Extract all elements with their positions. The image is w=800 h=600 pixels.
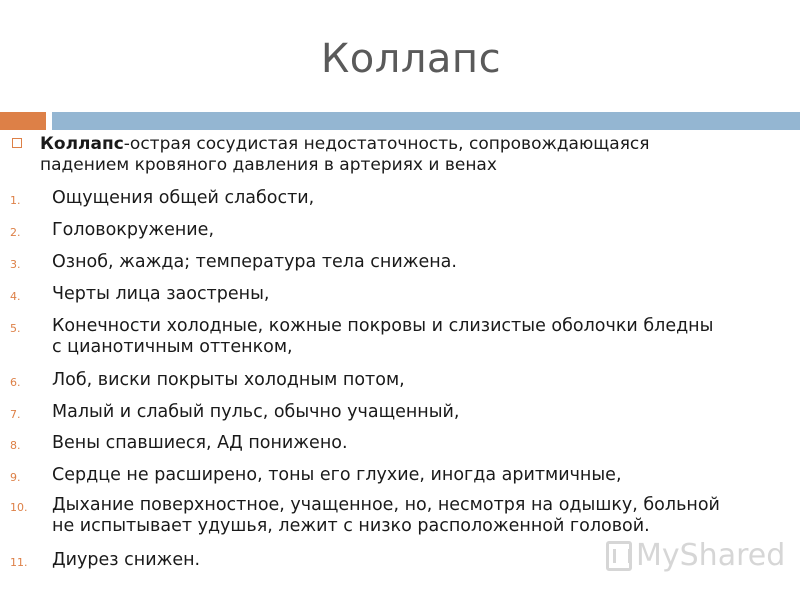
slide-title: Коллапс (320, 36, 502, 82)
list-item-number: 7. (10, 408, 21, 421)
watermark (606, 538, 785, 573)
list-item-text: Малый и слабый пульс, обычно учащенный, (52, 402, 460, 422)
accent-bar-orange (0, 112, 46, 130)
list-item-text-line2: не испытывает удушья, лежит с низко расположенной головой. (52, 516, 650, 536)
list-item-text: Лоб, виски покрыты холодным потом, (52, 370, 405, 390)
list-item-number: 9. (10, 471, 21, 484)
list-item-number: 11. (10, 556, 28, 569)
watermark-text: MyShared (636, 538, 786, 573)
list-item-number: 3. (10, 258, 21, 271)
list-item-number: 1. (10, 194, 21, 207)
intro-bullet (22, 134, 792, 176)
square-bullet-icon (12, 138, 22, 148)
list-item-text: Сердце не расширено, тоны его глухие, иногда аритмичные, (52, 465, 622, 485)
list-item-text: Дыхание поверхностное, учащенное, но, несмотря на одышку, больной (52, 495, 720, 515)
list-item-text: Головокружение, (52, 220, 215, 240)
list-item-number: 8. (10, 439, 21, 452)
accent-bar-blue (52, 112, 800, 130)
list-item-number: 6. (10, 376, 21, 389)
list-item-number: 10. (10, 501, 28, 514)
list-item-text: Озноб, жажда; температура тела снижена. (52, 252, 457, 272)
list-item-text: Черты лица заострены, (52, 284, 270, 304)
list-item-text: Диурез снижен. (52, 550, 201, 570)
list-item-number: 5. (10, 322, 21, 335)
list-item-text-line2: с цианотичным оттенком, (52, 337, 293, 357)
intro-term: Коллапс (40, 134, 124, 154)
myshared-logo-icon (606, 541, 632, 571)
list-item-text: Вены спавшиеся, АД понижено. (52, 433, 348, 453)
intro-definition-line2: падением кровяного давления в артериях и венах (40, 155, 497, 175)
intro-definition: -острая сосудистая недостаточность, сопровождающаяся (123, 134, 650, 154)
list-item-number: 2. (10, 226, 21, 239)
list-item-number: 4. (10, 290, 21, 303)
list-item-text: Ощущения общей слабости, (52, 188, 315, 208)
list-item-text: Конечности холодные, кожные покровы и слизистые оболочки бледны (52, 316, 714, 336)
